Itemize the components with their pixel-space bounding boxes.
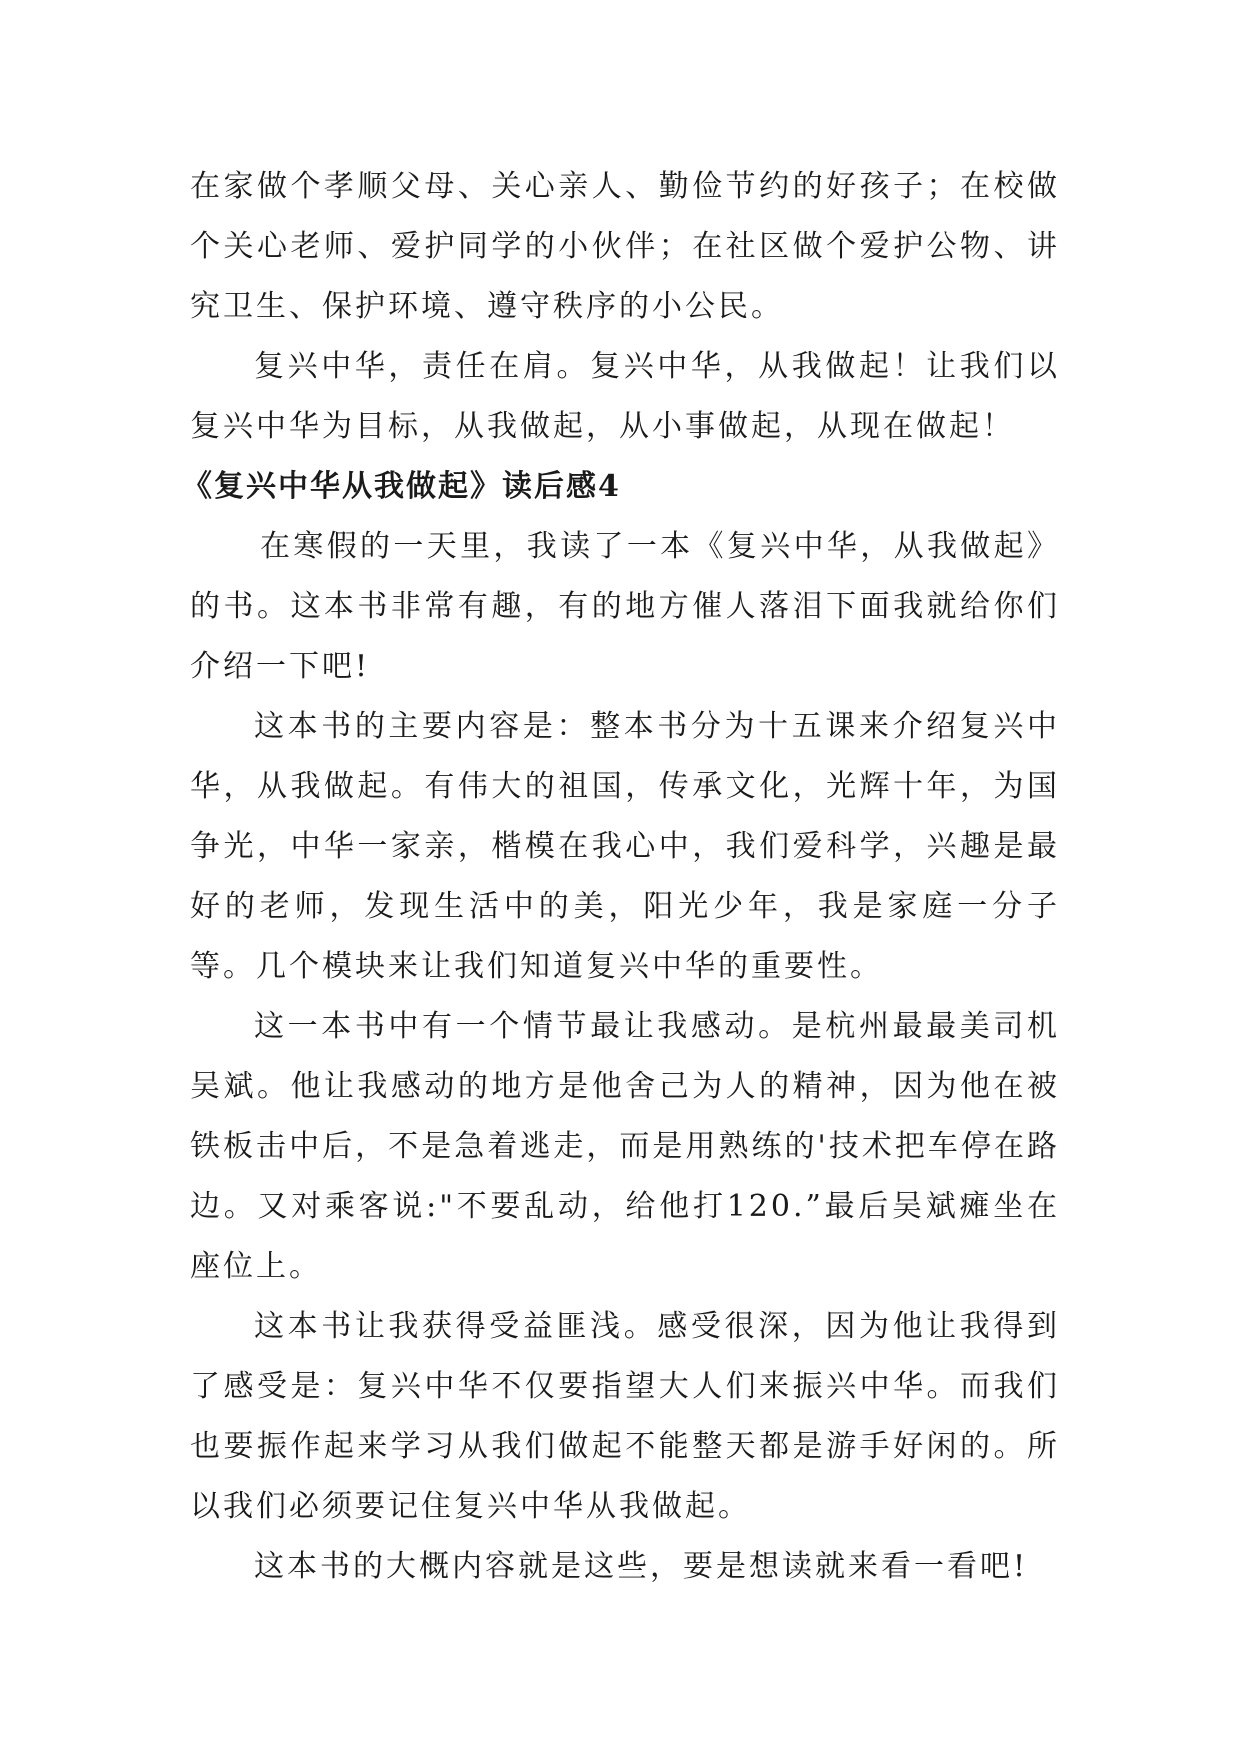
paragraph-book-content: 这本书的主要内容是：整本书分为十五课来介绍复兴中华，从我做起。有伟大的祖国，传承文化，光辉十年，为国争光，中华一家亲，楷模在我心中，我们爱科学，兴趣是最好的老师，发现生活中的美，阳光少年，我是家庭一分子等。几个模块来让我们知道复兴中华的重要性。 — [190, 709, 1060, 984]
paragraph-reflection: 这本书让我获得受益匪浅。感受很深，因为他让我得到了感受是：复兴中华不仅要指望大人们来振兴中华。而我们也要振作起来学习从我们做起不能整天都是游手好闲的。所以我们必须要记住复兴中华从我做起。 — [190, 1309, 1060, 1524]
section-heading: 《复兴中华从我做起》读后感4 — [182, 469, 621, 504]
paragraph-conclusion: 复兴中华，责任在肩。复兴中华，从我做起！让我们以复兴中华为目标，从我做起，从小事做起，从现在做起！ — [190, 349, 1060, 444]
paragraph-closing: 这本书的大概内容就是这些，要是想读就来看一看吧! — [254, 1549, 1029, 1584]
paragraph-intro: 在寒假的一天里，我读了一本《复兴中华，从我做起》的书。这本书非常有趣，有的地方催人落泪下面我就给你们介绍一下吧! — [190, 529, 1060, 684]
paragraph-story: 这一本书中有一个情节最让我感动。是杭州最最美司机吴斌。他让我感动的地方是他舍己为人的精神，因为他在被铁板击中后，不是急着逃走，而是用熟练的'技术把车停在路边。又对乘客说:"不要乱动，给他打120.”最后吴斌瘫坐在座位上。 — [190, 1009, 1060, 1284]
paragraph-continuation: 在家做个孝顺父母、关心亲人、勤俭节约的好孩子；在校做个关心老师、爱护同学的小伙伴；在社区做个爱护公物、讲究卫生、保护环境、遵守秩序的小公民。 — [190, 169, 1060, 324]
document-body — [182, 157, 1060, 1597]
